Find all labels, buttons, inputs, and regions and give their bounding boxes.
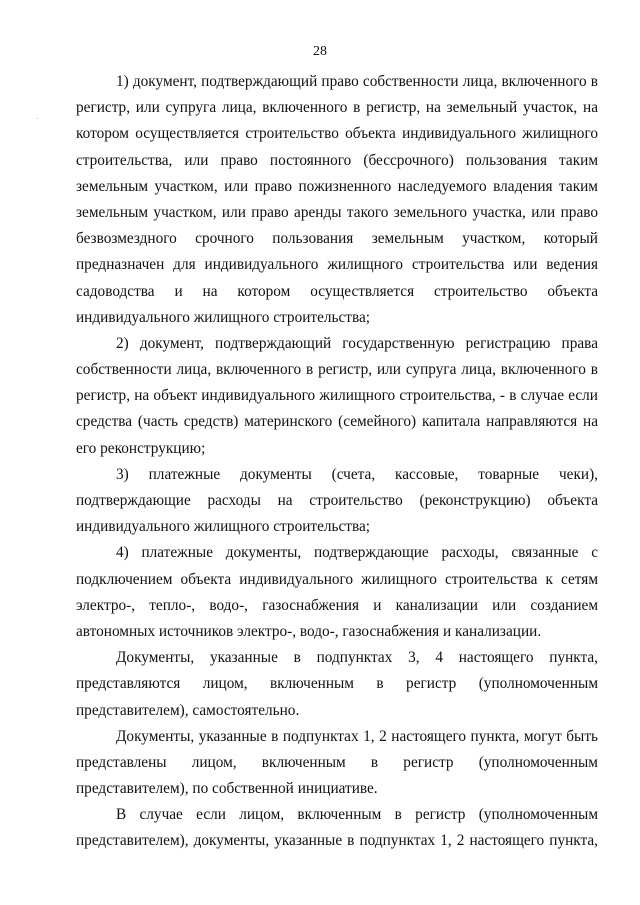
paragraph-line: средства (часть средств) материнского (семейного) капитала направляются на [76, 413, 598, 431]
paragraph-line: индивидуального жилищного строительства; [76, 308, 371, 326]
paragraph-line: подключением объекта индивидуального жилищного строительства к сетям [76, 570, 598, 588]
paragraph [76, 645, 598, 724]
paragraph [76, 69, 598, 331]
paragraph-line: 3) платежные документы (счета, кассовые, товарные чеки), [116, 465, 598, 483]
paragraph-line: автономных источников электро-, водо-, газоснабжения и канализации. [76, 622, 542, 640]
paragraph-line: строительства, или право постоянного (бессрочного) пользования таким [76, 151, 598, 169]
paragraph [76, 462, 598, 541]
paragraph-line: земельным участком, или право пожизненного наследуемого владения таким [76, 177, 598, 195]
paragraph-line: 2) документ, подтверждающий государственную регистрацию права [116, 334, 598, 352]
paragraph-line: представлены лицом, включенным в регистр (уполномоченным [76, 753, 598, 771]
paragraph [76, 331, 598, 462]
paragraph [76, 540, 598, 645]
body-text [76, 69, 598, 855]
paragraph-line: его реконструкцию; [76, 439, 206, 457]
paragraph-line: садоводства и на котором осуществляется строительство объекта [76, 282, 598, 300]
paragraph-line: регистр, на объект индивидуального жилищного строительства, - в случае если [76, 387, 598, 405]
paragraph-line: подтверждающие расходы на строительство (реконструкцию) объекта [76, 492, 598, 509]
paragraph-line: 1) документ, подтверждающий право собственности лица, включенного в [116, 73, 598, 90]
paragraph-line: электро-, тепло-, водо-, газоснабжения и канализации или созданием [76, 596, 598, 614]
paragraph-line: Документы, указанные в подпунктах 3, 4 настоящего пункта, [116, 649, 598, 667]
scan-speck [37, 118, 38, 119]
paragraph-line: представителем), по собственной инициативе. [76, 780, 378, 798]
paragraph-line: собственности лица, включенного в регистр, или супруга лица, включенного в [76, 361, 598, 379]
paragraph-line: котором осуществляется строительство объекта индивидуального жилищного [76, 125, 598, 143]
paragraph-line: представителем), самостоятельно. [76, 701, 300, 719]
paragraph-line: регистр, или супруга лица, включенного в регистр, на земельный участок, на [76, 99, 598, 117]
paragraph-line: 4) платежные документы, подтверждающие расходы, связанные с [116, 544, 598, 562]
paragraph-line: земельным участком, или право аренды такого земельного участка, или право [76, 203, 598, 221]
paragraph [76, 802, 598, 854]
paragraph-line: предназначен для индивидуального жилищного строительства или ведения [76, 256, 598, 274]
page-number: 28 [313, 44, 327, 59]
paragraph-line: представителем), документы, указанные в подпунктах 1, 2 настоящего пункта, [76, 832, 598, 850]
paragraph-line: Документы, указанные в подпунктах 1, 2 настоящего пункта, могут быть [116, 727, 598, 745]
paragraph-line: представляются лицом, включенным в регистр (уполномоченным [76, 675, 598, 693]
paragraph-line: безвозмездного срочного пользования земельным участком, который [76, 230, 598, 248]
paragraph [76, 724, 598, 803]
paragraph-line: индивидуального жилищного строительства; [76, 518, 371, 536]
paragraph-line: В случае если лицом, включенным в регистр (уполномоченным [116, 806, 598, 824]
